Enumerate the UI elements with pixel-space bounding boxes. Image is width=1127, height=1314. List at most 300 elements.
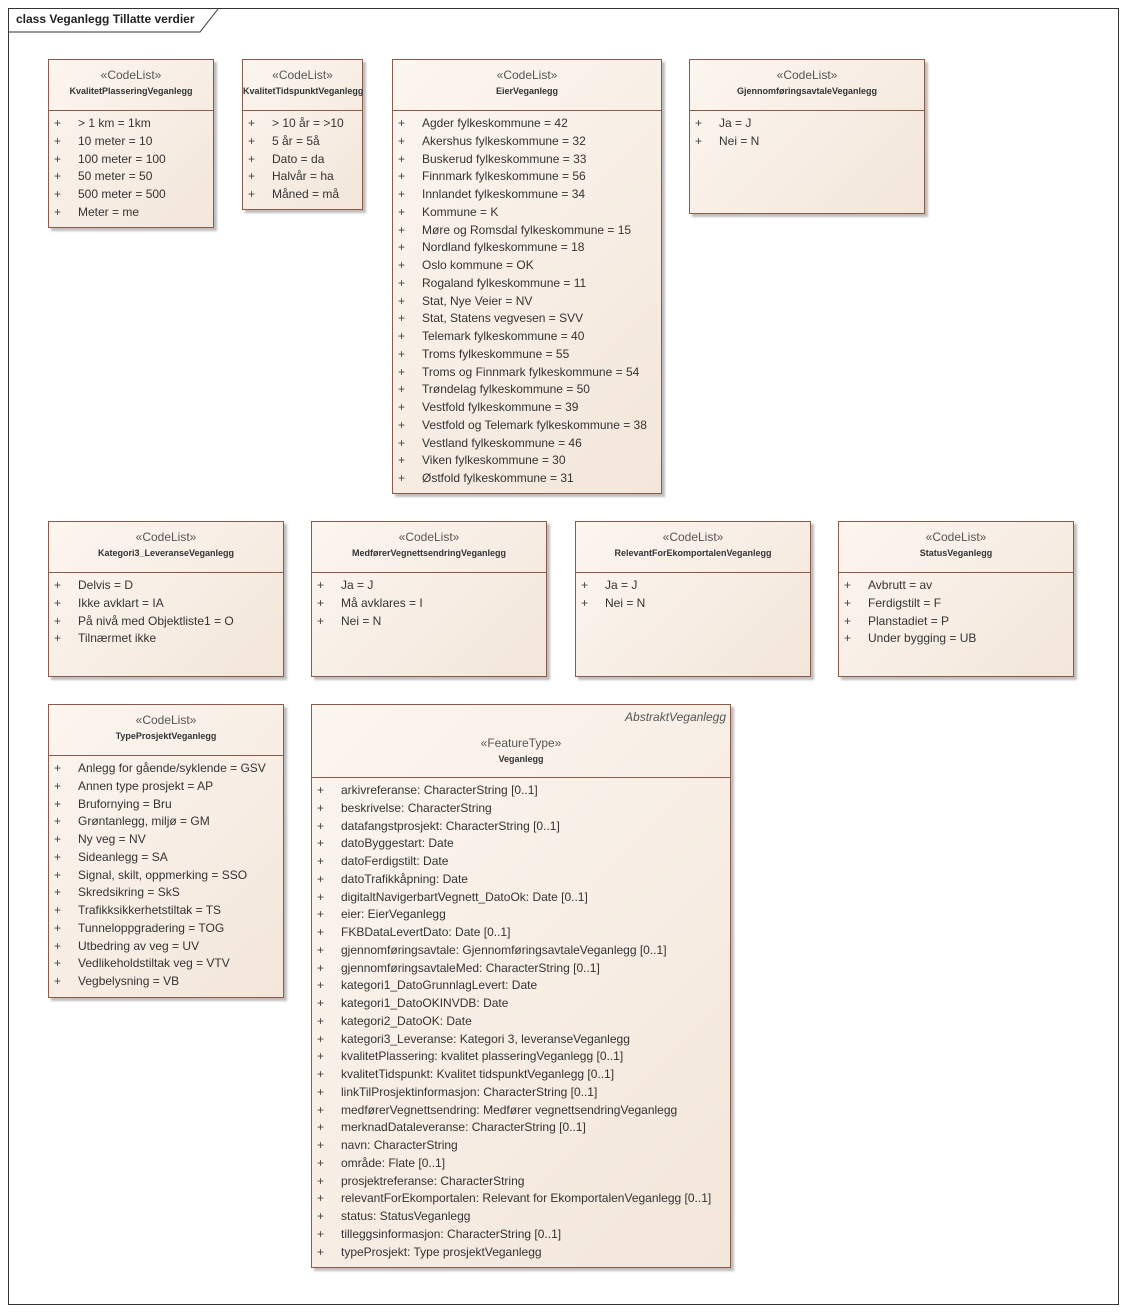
visibility-marker: + [398,400,406,414]
attribute-text: 500 meter = 500 [78,187,166,201]
attribute-text: Ja = J [719,116,752,130]
attribute-text: datoTrafikkåpning: Date [341,871,468,886]
attribute-row[interactable] [49,831,283,849]
attribute-row[interactable] [49,630,283,648]
class-stereotype: «CodeList» [398,530,460,544]
attribute-list [49,760,283,991]
class-name: RelevantForEkomportalenVeganlegg [614,548,772,558]
visibility-marker: + [317,889,325,904]
visibility-marker: + [398,116,406,130]
attribute-text: Vestfold fylkeskommune = 39 [422,400,579,414]
attribute-row[interactable] [312,924,730,942]
attribute-row[interactable] [312,577,546,595]
attribute-text: Akershus fylkeskommune = 32 [422,133,586,148]
attribute-text: Vegbelysning = VB [78,974,180,988]
visibility-marker: + [695,133,703,148]
class-header [49,522,283,573]
visibility-marker: + [844,595,852,610]
visibility-marker: + [317,595,325,610]
visibility-marker: + [398,258,406,272]
class-header [312,705,730,778]
attribute-list [312,577,546,630]
attribute-row[interactable] [312,1066,730,1084]
class-box-kvalitet-tidspunkt[interactable] [242,59,363,210]
attribute-text: gjennomføringsavtale: GjennomføringsavtaleVeganlegg [0..1] [341,942,667,957]
attribute-text: Avbrutt = av [868,578,933,592]
visibility-marker: + [248,169,256,184]
visibility-marker: + [317,978,325,993]
class-stereotype: «CodeList» [776,68,838,82]
attribute-row[interactable] [393,364,661,382]
attribute-text: digitaltNavigerbartVegnett_DatoOk: Date [0..1] [341,889,588,904]
attribute-text: Planstadiet = P [868,613,950,628]
visibility-marker: + [317,1244,325,1259]
attribute-row[interactable] [839,630,1073,648]
visibility-marker: + [398,329,406,343]
visibility-marker: + [54,867,62,882]
visibility-marker: + [581,578,589,592]
visibility-marker: + [317,1155,325,1170]
attribute-text: Meter = me [78,204,140,219]
visibility-marker: + [398,417,406,432]
attribute-row[interactable] [393,204,661,222]
visibility-marker: + [317,942,325,957]
class-header [243,60,362,111]
visibility-marker: + [317,613,325,628]
attribute-row[interactable] [312,595,546,613]
attribute-text: gjennomføringsavtaleMed: CharacterString [0..1] [341,960,600,975]
attribute-row[interactable] [576,595,810,613]
attribute-text: Trøndelag fylkeskommune = 50 [422,382,590,397]
attribute-row[interactable] [312,782,730,800]
attribute-row[interactable] [312,889,730,907]
attribute-row[interactable] [393,293,661,311]
class-box-kvalitet-plassering[interactable] [48,59,214,228]
class-header [576,522,810,573]
attribute-list [49,115,213,222]
attribute-row[interactable] [312,1102,730,1120]
visibility-marker: + [317,1031,325,1046]
visibility-marker: + [54,956,62,971]
visibility-marker: + [54,595,62,610]
visibility-marker: + [54,920,62,935]
visibility-marker: + [581,595,589,610]
attribute-text: kvalitetTidspunkt: Kvalitet tidspunktVeganlegg [0..1] [341,1067,615,1081]
attribute-row[interactable] [312,1208,730,1226]
attribute-row[interactable] [839,577,1073,595]
class-stereotype: «CodeList» [272,68,333,82]
class-box-kategori3[interactable] [48,521,284,677]
attribute-row[interactable] [393,275,661,293]
attribute-text: Innlandet fylkeskommune = 34 [422,187,586,201]
class-box-veganlegg[interactable] [311,704,731,1268]
class-stereotype: «FeatureType» [480,736,562,750]
visibility-marker: + [248,116,256,130]
attribute-row[interactable] [49,168,213,186]
attribute-text: > 1 km = 1km [78,116,151,130]
class-name: TypeProsjektVeganlegg [115,731,217,741]
attribute-row[interactable] [312,1190,730,1208]
visibility-marker: + [54,778,62,793]
class-name: Veganlegg [498,754,544,764]
visibility-marker: + [317,800,325,815]
visibility-marker: + [398,453,406,468]
attribute-row[interactable] [690,133,924,151]
attribute-row[interactable] [393,133,661,151]
class-name: KvalitetTidspunktVeganlegg [243,86,364,96]
attribute-text: Stat, Statens vegvesen = SVV [422,311,584,326]
attribute-text: status: StatusVeganlegg [341,1209,471,1223]
attribute-text: Skredsikring = SkS [78,885,180,900]
attribute-row[interactable] [690,115,924,133]
attribute-text: FKBDataLevertDato: Date [0..1] [341,925,511,939]
attribute-text: datoFerdigstilt: Date [341,854,449,868]
class-header [49,60,213,111]
attribute-row[interactable] [393,417,661,435]
class-stereotype: «CodeList» [135,713,197,727]
visibility-marker: + [398,435,406,450]
visibility-marker: + [317,1049,325,1064]
attribute-row[interactable] [393,257,661,275]
attribute-text: arkivreferanse: CharacterString [0..1] [341,783,538,797]
attribute-text: kategori1_DatoGrunnlagLevert: Date [341,978,538,993]
class-header [839,522,1073,573]
attribute-row[interactable] [312,1031,730,1049]
attribute-text: Vedlikeholdstiltak veg = VTV [78,956,230,971]
attribute-text: Annen type prosjekt = AP [78,778,214,793]
attribute-row[interactable] [49,133,213,151]
visibility-marker: + [317,871,325,886]
attribute-row[interactable] [49,760,283,778]
visibility-marker: + [317,1191,325,1206]
attribute-text: Agder fylkeskommune = 42 [422,116,568,130]
attribute-text: Troms og Finnmark fylkeskommune = 54 [422,364,640,379]
class-name: GjennomføringsavtaleVeganlegg [736,86,878,96]
visibility-marker: + [317,836,325,851]
visibility-marker: + [54,761,62,775]
attribute-text: kategori3_Leveranse: Kategori 3, leveranseVeganlegg [341,1031,630,1046]
attribute-text: Utbedring av veg = UV [78,938,200,953]
class-name: MedførerVegnettsendringVeganlegg [351,548,507,558]
attribute-text: Rogaland fylkeskommune = 11 [422,275,587,290]
attribute-text: Nordland fylkeskommune = 18 [422,240,585,255]
visibility-marker: + [317,1226,325,1241]
attribute-row[interactable] [393,222,661,240]
attribute-row[interactable] [49,204,213,222]
attribute-row[interactable] [393,328,661,346]
attribute-row[interactable] [312,1084,730,1102]
visibility-marker: + [398,382,406,397]
class-stereotype: «CodeList» [925,530,987,544]
attribute-text: Dato = da [272,151,325,166]
class-stereotype: «CodeList» [135,530,197,544]
visibility-marker: + [54,885,62,900]
attribute-text: Må avklares = I [341,595,423,610]
attribute-row[interactable] [312,906,730,924]
visibility-marker: + [317,1209,325,1223]
attribute-row[interactable] [393,239,661,257]
attribute-row[interactable] [312,977,730,995]
attribute-row[interactable] [312,1137,730,1155]
attribute-text: typeProsjekt: Type prosjektVeganlegg [341,1244,542,1259]
attribute-text: Trafikksikkerhetstiltak = TS [78,903,222,917]
attribute-row[interactable] [312,1244,730,1262]
visibility-marker: + [317,1120,325,1135]
attribute-row[interactable] [243,133,362,151]
visibility-marker: + [54,974,62,988]
attribute-text: Troms fylkeskommune = 55 [422,346,570,361]
attribute-text: Halvår = ha [272,169,334,184]
visibility-marker: + [398,222,406,237]
visibility-marker: + [317,783,325,797]
attribute-row[interactable] [576,577,810,595]
attribute-text: Måned = må [272,187,340,201]
visibility-marker: + [398,471,406,485]
visibility-marker: + [398,151,406,166]
attribute-text: Ferdigstilt = F [868,595,942,610]
class-box-type-prosjekt[interactable] [48,704,284,998]
attribute-text: merknadDataleveranse: CharacterString [0..1] [341,1120,586,1135]
attribute-row[interactable] [312,1048,730,1066]
class-stereotype: «CodeList» [100,68,162,82]
class-stereotype: «CodeList» [662,530,724,544]
visibility-marker: + [54,814,62,829]
attribute-text: relevantForEkomportalen: Relevant for EkomportalenVeganlegg [0..1] [341,1191,712,1206]
attribute-row[interactable] [243,151,362,169]
attribute-text: kategori1_DatoOKINVDB: Date [341,996,509,1010]
attribute-row[interactable] [49,577,283,595]
class-box-gjennomforingsavtale[interactable] [689,59,925,214]
attribute-text: datafangstprosjekt: CharacterString [0..1] [341,818,560,833]
attribute-row[interactable] [312,1155,730,1173]
attribute-text: Viken fylkeskommune = 30 [422,453,566,468]
visibility-marker: + [398,133,406,148]
attribute-text: 5 år = 5å [272,133,320,148]
class-box-relevant[interactable] [575,521,811,677]
visibility-marker: + [54,796,62,811]
class-box-medforer[interactable] [311,521,547,677]
attribute-row[interactable] [49,778,283,796]
visibility-marker: + [317,960,325,975]
attribute-text: navn: CharacterString [341,1138,458,1152]
visibility-marker: + [54,187,62,201]
visibility-marker: + [317,1138,325,1152]
class-name: EierVeganlegg [495,86,559,96]
visibility-marker: + [317,1173,325,1188]
attribute-text: Ja = J [341,578,374,592]
class-header [690,60,924,111]
attribute-row[interactable] [49,902,283,920]
attribute-row[interactable] [839,595,1073,613]
attribute-row[interactable] [312,995,730,1013]
attribute-text: kategori2_DatoOK: Date [341,1013,472,1028]
visibility-marker: + [248,151,256,166]
attribute-row[interactable] [393,435,661,453]
class-box-status[interactable] [838,521,1074,677]
attribute-text: 50 meter = 50 [78,169,153,184]
visibility-marker: + [317,1067,325,1081]
visibility-marker: + [398,169,406,184]
visibility-marker: + [54,938,62,953]
visibility-marker: + [317,996,325,1010]
attribute-text: Kommune = K [422,204,499,219]
attribute-row[interactable] [393,346,661,364]
attribute-row[interactable] [393,399,661,417]
attribute-text: medførerVegnettsendring: Medfører vegnettsendringVeganlegg [341,1102,678,1117]
visibility-marker: + [317,925,325,939]
attribute-text: 10 meter = 10 [78,133,153,148]
attribute-row[interactable] [393,186,661,204]
attribute-text: Brufornying = Bru [78,796,172,811]
attribute-list [49,577,283,648]
attribute-text: 100 meter = 100 [78,151,166,166]
attribute-row[interactable] [393,151,661,169]
attribute-row[interactable] [393,470,661,488]
attribute-row[interactable] [49,796,283,814]
attribute-text: Under bygging = UB [868,631,977,646]
attribute-row[interactable] [312,613,546,631]
attribute-row[interactable] [49,920,283,938]
attribute-text: Ny veg = NV [78,832,146,846]
attribute-row[interactable] [49,867,283,885]
attribute-list [312,782,730,1261]
attribute-row[interactable] [393,452,661,470]
attribute-text: beskrivelse: CharacterString [341,800,492,815]
visibility-marker: + [398,204,406,219]
class-header [393,60,661,111]
attribute-text: Sideanlegg = SA [78,849,168,864]
attribute-row[interactable] [312,853,730,871]
attribute-row[interactable] [49,613,283,631]
visibility-marker: + [398,275,406,290]
class-box-eier[interactable] [392,59,662,494]
visibility-marker: + [317,818,325,833]
class-supertype: AbstraktVeganlegg [625,710,726,724]
visibility-marker: + [695,116,703,130]
attribute-text: Møre og Romsdal fylkeskommune = 15 [422,222,632,237]
attribute-row[interactable] [312,871,730,889]
attribute-text: datoByggestart: Date [341,836,454,851]
visibility-marker: + [398,293,406,308]
attribute-text: Nei = N [341,613,382,628]
visibility-marker: + [54,613,62,628]
attribute-row[interactable] [243,115,362,133]
attribute-row[interactable] [49,595,283,613]
attribute-row[interactable] [312,960,730,978]
visibility-marker: + [317,578,325,592]
diagram-title: class Veganlegg Tillatte verdier [16,12,195,26]
attribute-text: tilleggsinformasjon: CharacterString [0..1] [341,1226,562,1241]
attribute-text: Delvis = D [78,578,134,592]
attribute-list [690,115,924,151]
attribute-list [839,577,1073,648]
attribute-row[interactable] [312,1119,730,1137]
attribute-row[interactable] [312,942,730,960]
visibility-marker: + [54,903,62,917]
class-header [49,705,283,756]
attribute-text: Anlegg for gående/syklende = GSV [78,761,266,775]
visibility-marker: + [844,631,852,646]
visibility-marker: + [248,187,256,201]
visibility-marker: + [317,1084,325,1099]
attribute-row[interactable] [393,115,661,133]
attribute-text: kvalitetPlassering: kvalitet plasseringVeganlegg [0..1] [341,1049,624,1064]
attribute-row[interactable] [49,955,283,973]
attribute-list [576,577,810,613]
visibility-marker: + [844,578,852,592]
visibility-marker: + [54,832,62,846]
class-name: KvalitetPlasseringVeganlegg [69,86,193,96]
attribute-text: Tunneloppgradering = TOG [78,920,225,935]
attribute-text: Ja = J [605,578,638,592]
attribute-row[interactable] [49,973,283,991]
attribute-text: linkTilProsjektinformasjon: CharacterString [0..1] [341,1084,598,1099]
attribute-text: Vestfold og Telemark fylkeskommune = 38 [422,417,647,432]
visibility-marker: + [248,133,256,148]
attribute-row[interactable] [312,1173,730,1191]
attribute-text: Stat, Nye Veier = NV [422,293,533,308]
attribute-row[interactable] [49,813,283,831]
class-stereotype: «CodeList» [496,68,558,82]
visibility-marker: + [54,169,62,184]
attribute-text: Nei = N [719,133,760,148]
attribute-text: Telemark fylkeskommune = 40 [422,329,585,343]
visibility-marker: + [54,578,62,592]
class-header [312,522,546,573]
attribute-text: prosjektreferanse: CharacterString [341,1173,525,1188]
attribute-text: Finnmark fylkeskommune = 56 [422,169,586,184]
visibility-marker: + [54,116,62,130]
attribute-row[interactable] [49,849,283,867]
attribute-row[interactable] [49,884,283,902]
attribute-row[interactable] [312,835,730,853]
attribute-row[interactable] [393,381,661,399]
visibility-marker: + [317,907,325,922]
attribute-list [393,115,661,488]
attribute-row[interactable] [312,818,730,836]
attribute-row[interactable] [49,115,213,133]
visibility-marker: + [317,1013,325,1028]
attribute-text: Ikke avklart = IA [78,595,164,610]
attribute-row[interactable] [393,310,661,328]
attribute-row[interactable] [49,186,213,204]
attribute-row[interactable] [49,151,213,169]
attribute-text: Nei = N [605,595,646,610]
attribute-row[interactable] [839,613,1073,631]
attribute-row[interactable] [312,800,730,818]
visibility-marker: + [54,204,62,219]
attribute-row[interactable] [243,186,362,204]
attribute-text: eier: EierVeganlegg [341,907,446,922]
attribute-text: Tilnærmet ikke [78,631,157,646]
attribute-row[interactable] [49,938,283,956]
attribute-text: På nivå med Objektliste1 = O [78,613,234,628]
visibility-marker: + [398,346,406,361]
attribute-row[interactable] [312,1013,730,1031]
class-name: Kategori3_LeveranseVeganlegg [97,548,235,558]
attribute-row[interactable] [393,168,661,186]
visibility-marker: + [398,187,406,201]
visibility-marker: + [54,849,62,864]
visibility-marker: + [317,854,325,868]
visibility-marker: + [54,151,62,166]
visibility-marker: + [398,364,406,379]
attribute-row[interactable] [243,168,362,186]
attribute-row[interactable] [312,1226,730,1244]
visibility-marker: + [317,1102,325,1117]
visibility-marker: + [844,613,852,628]
attribute-text: > 10 år = >10 [272,116,344,130]
